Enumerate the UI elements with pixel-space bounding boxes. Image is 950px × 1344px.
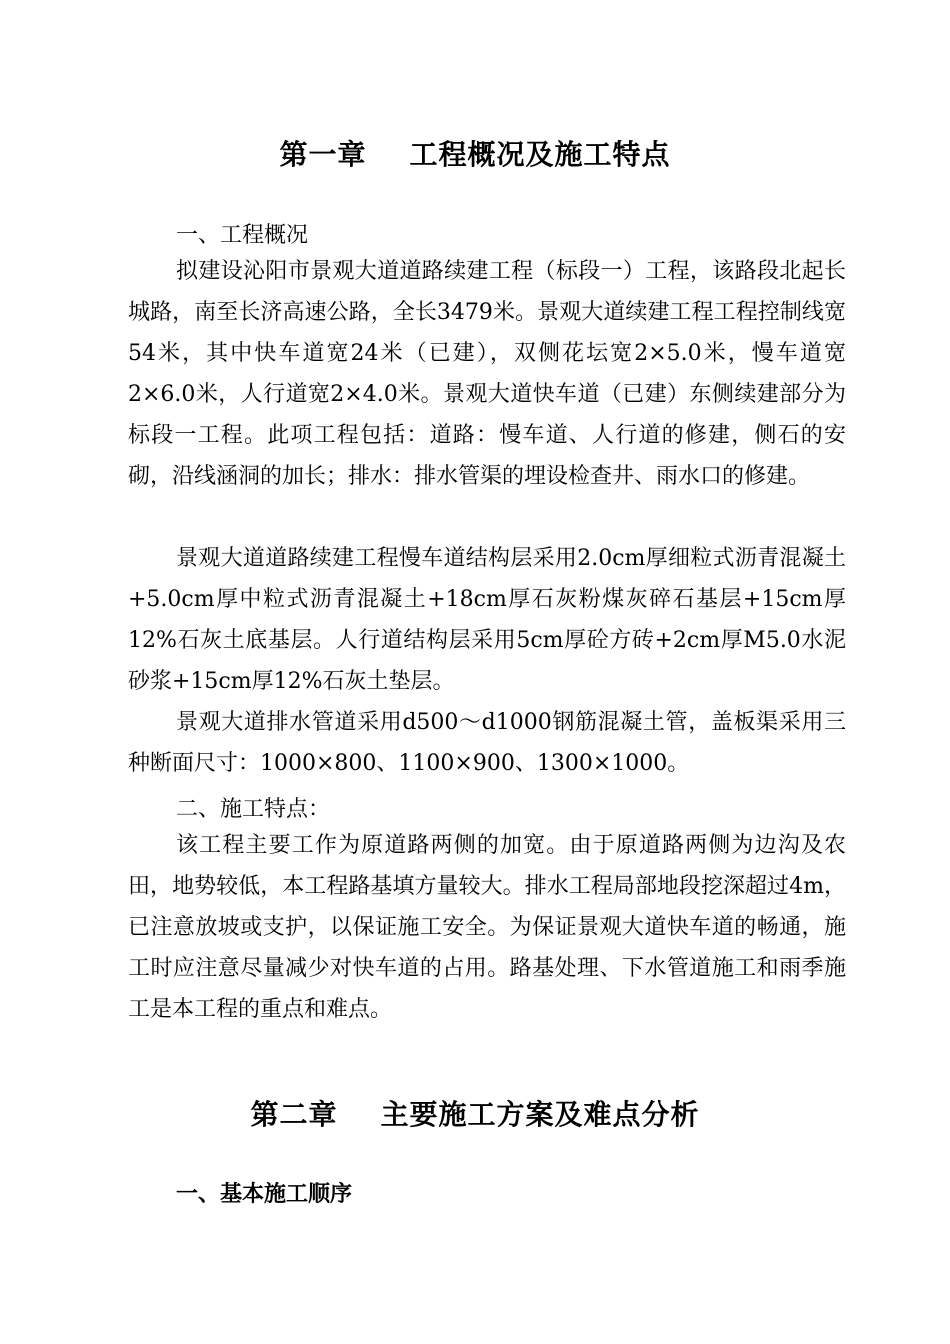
section-heading-basic-sequence: 一、基本施工顺序 — [176, 1181, 353, 1207]
paragraph-pavement-structure: 景观大道道路续建工程慢车道结构层采用2.0cm厚细粒式沥青混凝土+5.0cm厚中粒式沥青混凝土+18cm厚石灰粉煤灰碎石基层+15cm厚12%石灰土底基层。人行道结构层采用5cm厚砼方砖+2cm厚M5.0水泥砂浆+15cm厚12%石灰土垫层。 — [128, 546, 846, 694]
section-heading-project-overview: 一、工程概况 — [176, 223, 309, 248]
chapter-2-title: 第二章 主要施工方案及难点分析 — [250, 1098, 700, 1131]
paragraph-project-overview: 拟建设沁阳市景观大道道路续建工程（标段一）工程，该路段北起长城路，南至长济高速公路，全长3479米。景观大道续建工程工程控制线宽54米，其中快车道宽24米（已建），双侧花坛宽2×5.0米，慢车道宽2×6.0米，人行道宽2×4.0米。景观大道快车道（已建）东侧续建部分为标段一工程。此项工程包括：道路：慢车道、人行道的修建，侧石的安砌，沿线涵洞的加长；排水：排水管渠的埋设检查井、雨水口的修建。 — [128, 259, 846, 489]
chapter-1-title: 第一章 工程概况及施工特点 — [279, 138, 671, 171]
paragraph-drainage-pipes: 景观大道排水管道采用d500～d1000钢筋混凝土管，盖板渠采用三种断面尺寸：1000×800、1100×900、1300×1000。 — [128, 710, 846, 776]
section-heading-construction-features: 二、施工特点： — [176, 797, 331, 822]
paragraph-construction-features: 该工程主要工作为原道路两侧的加宽。由于原道路两侧为边沟及农田，地势较低，本工程路基填方量较大。排水工程局部地段挖深超过4m，已注意放坡或支护，以保证施工安全。为保证景观大道快车道的畅通，施工时应注意尽量减少对快车道的占用。路基处理、下水管道施工和雨季施工是本工程的重点和难点。 — [128, 833, 846, 1022]
